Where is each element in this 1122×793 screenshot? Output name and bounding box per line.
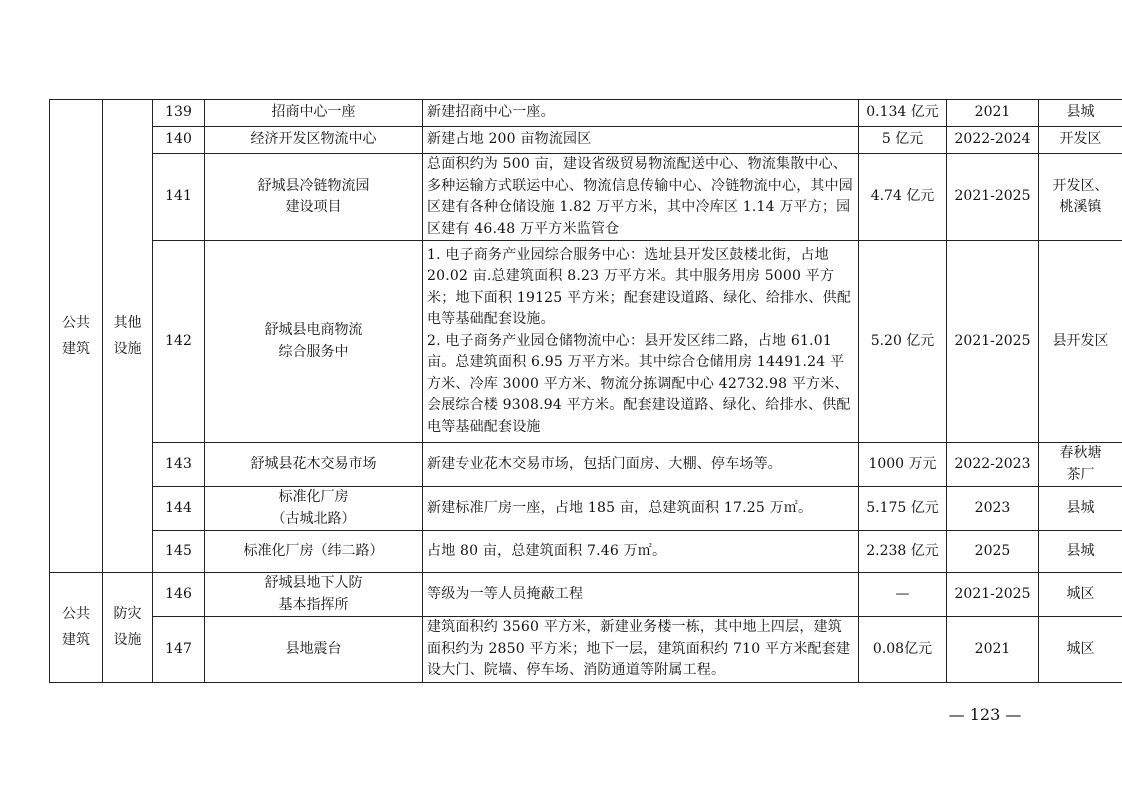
project-name: 标准化厂房 （古城北路） — [205, 487, 423, 531]
table-row — [50, 617, 1122, 683]
location-cell: 城区 — [1039, 617, 1122, 683]
location-cell: 城区 — [1039, 573, 1122, 617]
table-row — [50, 531, 1122, 573]
investment-cell: 2.238 亿元 — [859, 531, 947, 573]
investment-cell: 1000 万元 — [859, 443, 947, 487]
investment-cell: 4.74 亿元 — [859, 154, 947, 241]
investment-cell: 0.134 亿元 — [859, 100, 947, 127]
project-name: 标准化厂房（纬二路） — [205, 531, 423, 573]
location-cell: 县城 — [1039, 531, 1122, 573]
investment-cell: 5.175 亿元 — [859, 487, 947, 531]
project-name: 招商中心一座 — [205, 100, 423, 127]
project-content: 新建占地 200 亩物流园区 — [423, 127, 859, 154]
period-cell: 2021 — [947, 100, 1039, 127]
investment-cell: — — [859, 573, 947, 617]
row-number: 144 — [153, 487, 205, 531]
location-cell: 开发区 — [1039, 127, 1122, 154]
row-number: 142 — [153, 241, 205, 443]
investment-cell: 5 亿元 — [859, 127, 947, 154]
row-number: 146 — [153, 573, 205, 617]
row-number: 143 — [153, 443, 205, 487]
project-content: 等级为一等人员掩蔽工程 — [423, 573, 859, 617]
table-row — [50, 443, 1122, 487]
page-number: — 123 — — [948, 705, 1022, 724]
investment-cell: 5.20 亿元 — [859, 241, 947, 443]
table-row — [50, 127, 1122, 154]
project-content: 新建标准厂房一座，占地 185 亩，总建筑面积 17.25 万㎡。 — [423, 487, 859, 531]
project-name: 县地震台 — [205, 617, 423, 683]
project-content: 新建招商中心一座。 — [423, 100, 859, 127]
period-cell: 2022-2024 — [947, 127, 1039, 154]
project-content: 1. 电子商务产业园综合服务中心：选址县开发区鼓楼北街，占地 20.02 亩.总建筑面积 8.23 万平方米。其中服务用房 5000 平方米；地下面积 19125 平方米；配套建设道路、绿化、给排水、供配电等基础配套设施。 2. 电子商务产业园仓储物流中心：县开发区纬二路，占地 61.01 亩。总建筑面积 6.95 万平方米。其中综合仓储用房 14491.24 平方米、冷库 3000 平方米、物流分拣调配中心 42732.98 平方米、会展综合楼 9308.94 平方米。配套建设道路、绿化、给排水、供配电等基础配套设施 — [423, 241, 859, 443]
location-cell: 春秋塘 茶厂 — [1039, 443, 1122, 487]
category-cell: 公共 建筑 — [50, 100, 103, 573]
project-content: 新建专业花木交易市场，包括门面房、大棚、停车场等。 — [423, 443, 859, 487]
location-cell: 县城 — [1039, 487, 1122, 531]
row-number: 141 — [153, 154, 205, 241]
project-table — [49, 99, 1122, 683]
subcategory-cell: 其他 设施 — [103, 100, 153, 573]
location-cell: 县城 — [1039, 100, 1122, 127]
period-cell: 2021-2025 — [947, 573, 1039, 617]
project-name: 舒城县电商物流 综合服务中 — [205, 241, 423, 443]
row-number: 147 — [153, 617, 205, 683]
project-name: 舒城县冷链物流园 建设项目 — [205, 154, 423, 241]
location-cell: 开发区、 桃溪镇 — [1039, 154, 1122, 241]
period-cell: 2023 — [947, 487, 1039, 531]
row-number: 139 — [153, 100, 205, 127]
period-cell: 2025 — [947, 531, 1039, 573]
table-row — [50, 154, 1122, 241]
table-row — [50, 241, 1122, 443]
project-content: 占地 80 亩，总建筑面积 7.46 万㎡。 — [423, 531, 859, 573]
project-content: 建筑面积约 3560 平方米，新建业务楼一栋，其中地上四层，建筑面积约为 2850 平方米；地下一层，建筑面积约 710 平方米配套建设大门、院墙、停车场、消防通道等附属工程。 — [423, 617, 859, 683]
project-name: 经济开发区物流中心 — [205, 127, 423, 154]
row-number: 140 — [153, 127, 205, 154]
row-number: 145 — [153, 531, 205, 573]
location-cell: 县开发区 — [1039, 241, 1122, 443]
table-row — [50, 573, 1122, 617]
subcategory-cell: 防灾 设施 — [103, 573, 153, 683]
period-cell: 2021 — [947, 617, 1039, 683]
project-content: 总面积约为 500 亩，建设省级贸易物流配送中心、物流集散中心、多种运输方式联运中心、物流信息传输中心、冷链物流中心，其中园区建有各种仓储设施 1.82 万平方米，其中冷库区 1.14 万平方；园区建有 46.48 万平方米监管仓 — [423, 154, 859, 241]
category-cell: 公共 建筑 — [50, 573, 103, 683]
project-name: 舒城县花木交易市场 — [205, 443, 423, 487]
investment-cell: 0.08亿元 — [859, 617, 947, 683]
table-row — [50, 100, 1122, 127]
period-cell: 2021-2025 — [947, 154, 1039, 241]
project-name: 舒城县地下人防 基本指挥所 — [205, 573, 423, 617]
table-row — [50, 487, 1122, 531]
period-cell: 2021-2025 — [947, 241, 1039, 443]
period-cell: 2022-2023 — [947, 443, 1039, 487]
